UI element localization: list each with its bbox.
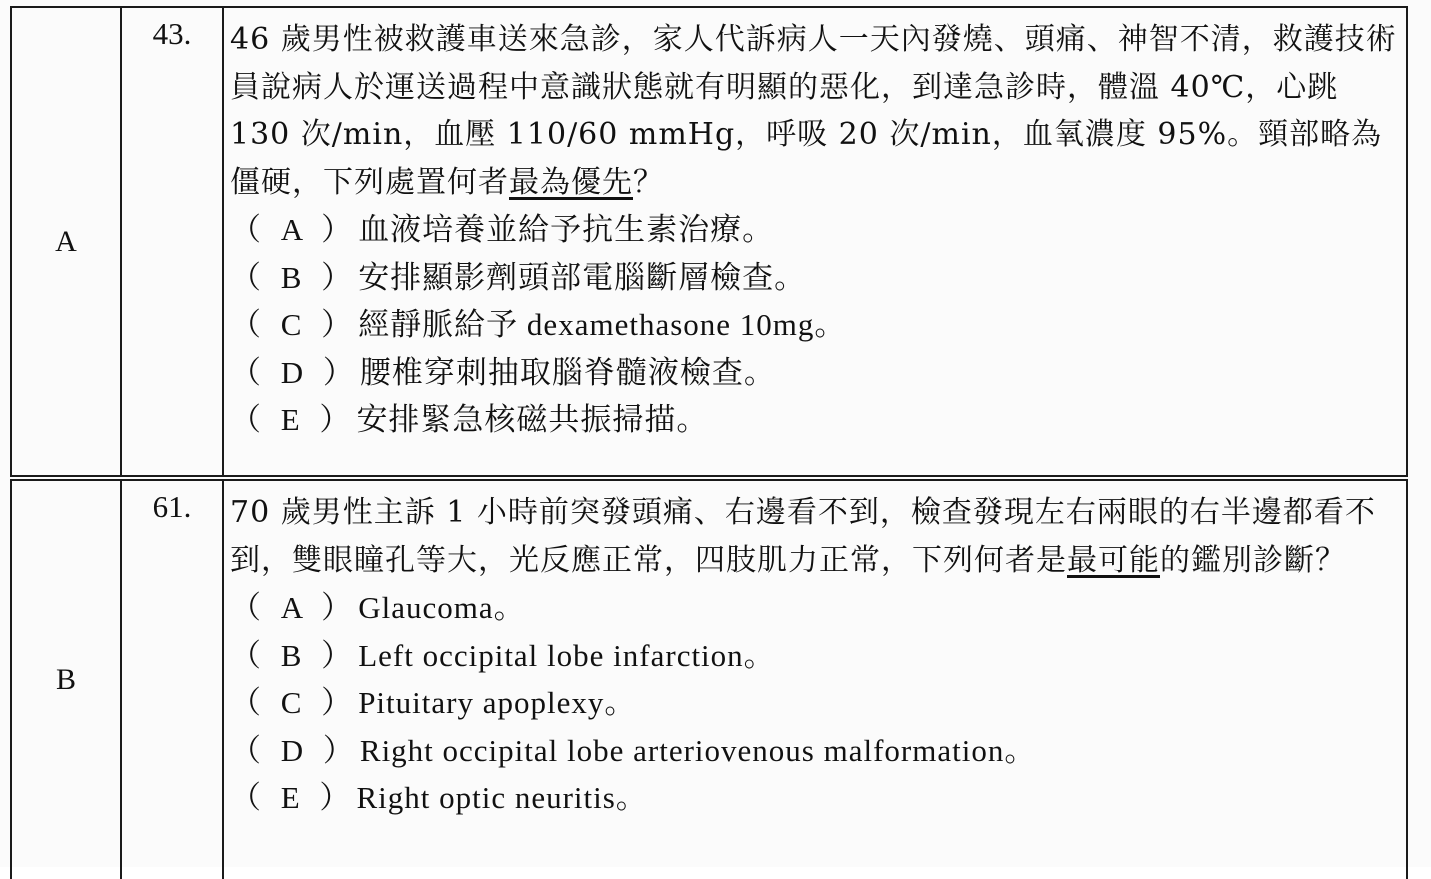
stem-end: ？ xyxy=(633,164,664,200)
answer-label xyxy=(12,8,122,475)
question-stem xyxy=(230,16,1398,206)
answer-label xyxy=(12,481,122,879)
option-e xyxy=(230,774,1398,822)
option-text: 安排緊急核磁共振掃描。 xyxy=(356,402,709,437)
option-text: Right occipital lobe arteriovenous malformation。 xyxy=(359,732,1037,768)
option-text: Left occipital lobe infarction。 xyxy=(358,637,776,673)
option-d xyxy=(230,349,1398,397)
option-letter: （ D ） xyxy=(230,354,360,390)
option-letter: （ B ） xyxy=(230,259,359,295)
option-text: Pituitary apoplexy。 xyxy=(358,685,637,720)
option-letter: （ D ） xyxy=(230,732,360,768)
option-text: 經靜脈給予 dexamethasone 10mg。 xyxy=(358,307,847,342)
option-letter: （ A ） xyxy=(230,212,359,247)
option-letter: （ C ） xyxy=(230,307,359,342)
option-b xyxy=(230,632,1398,680)
stem-emphasis: 最可能 xyxy=(1067,542,1160,578)
question-number-cell xyxy=(122,8,224,475)
answer-letter: A xyxy=(55,224,77,258)
option-c xyxy=(230,301,1398,349)
option-letter: （ A ） xyxy=(230,590,359,625)
question-number: 43. xyxy=(152,16,192,51)
option-letter: （ B ） xyxy=(230,637,359,673)
option-text: 腰椎穿刺抽取腦脊髓液檢查。 xyxy=(359,354,776,390)
option-text: Glaucoma。 xyxy=(358,590,526,625)
option-a xyxy=(230,206,1398,254)
question-number: 61. xyxy=(152,489,192,524)
stem-emphasis: 最為優先 xyxy=(509,164,633,200)
question-number-cell xyxy=(122,481,224,879)
option-letter: （ C ） xyxy=(230,685,359,720)
question-row-43 xyxy=(10,6,1408,477)
option-text: 安排顯影劑頭部電腦斷層檢查。 xyxy=(358,259,807,295)
question-stem xyxy=(230,489,1398,584)
stem-text: 46 歲男性被救護車送來急診，家人代訴病人一天內發燒、頭痛、神智不清，救護技術員說病人於運送過程中意識狀態就有明顯的惡化，到達急診時，體溫 40℃，心跳 130 次/min，血壓 110/60 mmHg，呼吸 20 次/min，血氧濃度 95%。頸部略為僵硬，下列處置何者 xyxy=(230,22,1397,200)
question-body xyxy=(224,8,1406,475)
stem-end: 的鑑別診斷？ xyxy=(1160,542,1346,578)
option-b xyxy=(230,254,1398,302)
stem-text: 70 歲男性主訴 1 小時前突發頭痛、右邊看不到，檢查發現左右兩眼的右半邊都看不到，雙眼瞳孔等大，光反應正常，四肢肌力正常，下列何者是 xyxy=(230,495,1376,578)
option-text: 血液培養並給予抗生素治療。 xyxy=(358,212,775,247)
option-letter: （ E ） xyxy=(230,402,357,437)
answer-letter: B xyxy=(55,663,76,696)
question-row-61 xyxy=(10,479,1408,879)
option-letter: （ E ） xyxy=(230,780,357,815)
option-text: Right optic neuritis。 xyxy=(356,780,648,815)
option-a xyxy=(230,584,1398,632)
question-body xyxy=(224,481,1406,879)
option-d xyxy=(230,727,1398,775)
option-c xyxy=(230,679,1398,727)
option-e xyxy=(230,396,1398,444)
